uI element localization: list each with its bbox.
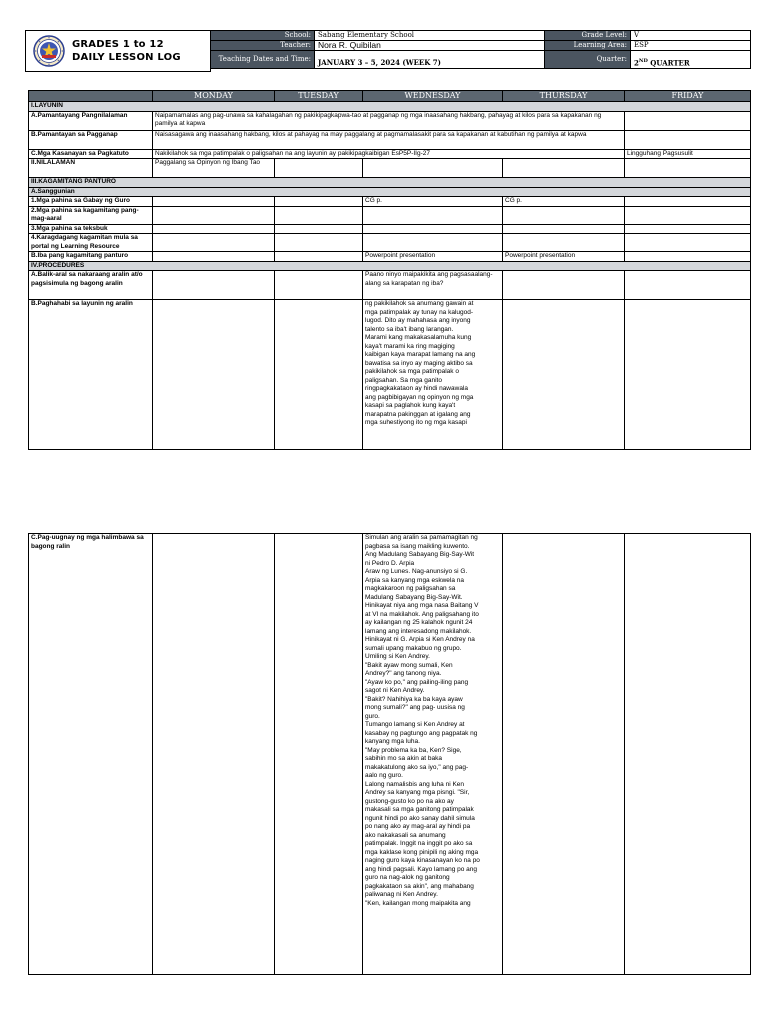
cell-gabay-thursday: CG p. <box>503 197 625 207</box>
row-pamantayan-sa-pagganap <box>29 130 751 149</box>
section-procedures-row <box>29 261 751 271</box>
teacher-value: Nora R. Quibilan <box>315 41 545 51</box>
cell-iba-pang-thursday: Powerpoint presentation <box>503 252 625 262</box>
row-kasanayan <box>29 149 751 159</box>
cell-empty <box>503 234 625 252</box>
corner-header <box>29 91 153 102</box>
cell-kasanayan: Nakikilahok sa mga patimpalak o paligsahan na ang layunin ay pakikipagkaibigan EsP5P-IIg-27 <box>153 149 625 159</box>
cell-nilalaman-monday: Paggalang sa Opinyon ng Ibang Tao <box>153 159 275 178</box>
cell-empty <box>275 234 363 252</box>
day-header-row <box>29 91 751 102</box>
label-kasanayan: C.Mga Kasanayan sa Pagkatuto <box>29 149 153 159</box>
cell-empty <box>503 224 625 234</box>
label-nilalaman: II.NILALAMAN <box>29 159 153 178</box>
cell-empty <box>625 234 751 252</box>
lesson-log-table-continued <box>28 533 751 975</box>
label-teksbuk: 3.Mga pahina sa teksbuk <box>29 224 153 234</box>
label-pag-uugnay: C.Pag-uugnay ng mga halimbawa sa bagong ralin <box>29 534 153 975</box>
cell-friday-empty <box>625 111 751 130</box>
school-value: Sabang Elementary School <box>315 31 545 41</box>
grade-level-value: V <box>631 31 751 41</box>
cell-empty <box>625 224 751 234</box>
learning-area-value: ESP <box>631 41 751 51</box>
section-kagamitang-row <box>29 178 751 188</box>
lesson-log-table <box>28 90 751 450</box>
section-layunin: I.LAYUNIN <box>29 102 751 112</box>
row-kagamitang-mag-aaral <box>29 206 751 224</box>
cell-empty <box>363 159 503 178</box>
row-pamantayang-pangnilalaman <box>29 111 751 130</box>
cell-empty <box>153 534 275 975</box>
cell-empty <box>153 197 275 207</box>
cell-empty <box>153 300 275 450</box>
cell-empty <box>503 300 625 450</box>
cell-iba-pang-wednesday: Powerpoint presentation <box>363 252 503 262</box>
row-gabay <box>29 197 751 207</box>
section-layunin-row <box>29 102 751 112</box>
cell-empty <box>275 197 363 207</box>
cell-empty <box>625 300 751 450</box>
cell-empty <box>275 534 363 975</box>
cell-empty <box>275 300 363 450</box>
title-line-2: DAILY LESSON LOG <box>72 52 181 63</box>
section-procedures: IV.PROCEDURES <box>29 261 751 271</box>
row-sanggunian <box>29 187 751 197</box>
row-balik-aral <box>29 271 751 300</box>
row-nilalaman <box>29 159 751 178</box>
cell-empty <box>503 271 625 300</box>
cell-empty <box>275 159 363 178</box>
header-friday: FRIDAY <box>625 91 751 102</box>
label-kagamitang-mag-aaral: 2.Mga pahina sa kagamitang pang-mag-aaral <box>29 206 153 224</box>
header-thursday: THURSDAY <box>503 91 625 102</box>
header-tuesday: TUESDAY <box>275 91 363 102</box>
cell-empty <box>153 252 275 262</box>
cell-pag-uugnay-wednesday: Simulan ang aralin sa pamamagitan ng pagbasa sa isang maikling kuwento. Ang Madulang Sabayang Big-Say-Wit ni Pedro D. Arpia Araw ng Lunes. Nag-anunsiyo si G. Arpia sa kanyang mga eskwela na magkakaroon ng paligsahan sa Madulang Sabayang Big-Say-Wit. Hinikayat niya ang mga nasa Baitang V at VI na makilahok. Ang paligsahang ito ay kailangan ng 25 kalahok ngunit 24 lamang ang interesadong makilahok. Hinikayat ni G. Arpia si Ken Andrey na sumali upang makabuo ng grupo. Umiling si Ken Andrey. "Bakit ayaw mong sumali, Ken Andrey?" ang tanong niya. "Ayaw ko po," ang pailing-iling pang sagot ni Ken Andrey. "Bakit? Nahihiya ka ba kaya ayaw mong sumali?" ang pag- uusisa ng guro. Tumango lamang si Ken Andrey at kasabay ng pagtungo ang pagpatak ng kanyang mga luha. "May problema ka ba, Ken? Sige, sabihin mo sa akin at baka makakatulong ako sa iyo," ang pag- aalo ng guro. Lalong namalisbis ang luha ni Ken Andrey sa kanyang mga pisngi. "Sir, gustong-gusto ko po na ako ay makasali sa mga ganitong patimpalak ngunit hindi po ako sanay dahil simula po nang ako ay mag-aral ay hindi pa ako nakakasali sa anumang patimpalak. Inggit na inggit po ako sa mga kaklase kong pinipili ng aking mga naging guro kaya kinasanayan ko na po ang hindi pagsali. Kayo lamang po ang guro na nag-alok ng ganitong pagkakataon sa akin", ang mahabang paliwanag ni Ken Andrey. "Ken, kailangan mong maipakita ang <box>363 534 503 975</box>
school-label: School: <box>211 31 315 41</box>
cell-empty <box>625 252 751 262</box>
header-logo-box <box>25 30 211 72</box>
cell-empty <box>275 271 363 300</box>
grade-level-label: Grade Level: <box>545 31 631 41</box>
quarter-value: 2ND QUARTER <box>631 51 751 69</box>
title-block <box>72 38 181 64</box>
cell-empty <box>363 234 503 252</box>
deped-seal-icon <box>33 35 65 67</box>
row-teksbuk <box>29 224 751 234</box>
label-paghahabi: B.Paghahabi sa layunin ng aralin <box>29 300 153 450</box>
row-pag-uugnay <box>29 534 751 975</box>
cell-empty <box>275 252 363 262</box>
teacher-label: Teacher: <box>211 41 315 51</box>
label-balik-aral: A.Balik-aral sa nakaraang aralin at/o pagsisimula ng bagong aralin <box>29 271 153 300</box>
section-kagamitang-panturo: III.KAGAMITANG PANTURO <box>29 178 751 188</box>
cell-paghahabi-wednesday: ng pakikilahok sa anumang gawain at mga patimpalak ay tunay na kalugod- lugod. Dito ay mahahasa ang inyong talento sa iba't ibang larangan. Marami kang makakasalamuha kung kaya't marami ka ring magiging kaibigan kaya marapat lamang na ang bawatisa sa inyo ay maging aktibo sa pakikilahok sa mga patimpalak o paligsahan. Sa mga ganito ringpagkakataon ay hindi nawawala ang pagbibigayan ng opinyon ng mga kasapi sa paglahok kung kaya't marapatna pakinggan at igalang ang mga suhestiyong ito ng mga kasapi <box>363 300 503 450</box>
label-karagdagang: 4.Karagdagang kagamitan mula sa portal ng Learning Resource <box>29 234 153 252</box>
cell-empty <box>503 206 625 224</box>
header-info-table <box>210 30 751 69</box>
cell-gabay-wednesday: CG p. <box>363 197 503 207</box>
cell-empty <box>503 534 625 975</box>
label-gabay-ng-guro: 1.Mga pahina sa Gabay ng Guro <box>29 197 153 207</box>
label-pamantayan-sa-pagganap: B.Pamantayan sa Pagganap <box>29 130 153 149</box>
title-line-1: GRADES 1 to 12 <box>72 39 164 50</box>
cell-empty <box>153 271 275 300</box>
cell-balik-aral-wednesday: Paano ninyo maipakikita ang pagsasaalang-alang sa karapatan ng iba? <box>363 271 503 300</box>
cell-empty <box>153 206 275 224</box>
label-iba-pang: B.Iba pang kagamitang panturo <box>29 252 153 262</box>
cell-empty <box>275 224 363 234</box>
row-karagdagang <box>29 234 751 252</box>
row-iba-pang <box>29 252 751 262</box>
cell-pamantayan-sa-pagganap: Naisasagawa ang inaasahang hakbang, kilos at pahayag na may paggalang at pagmamalasakit para sa kapakanan at kabutihan ng pamilya at kapwa <box>153 130 625 149</box>
cell-empty <box>363 206 503 224</box>
header-wednesday: WEDNESDAY <box>363 91 503 102</box>
quarter-label: Quarter: <box>545 51 631 69</box>
cell-empty <box>503 159 625 178</box>
cell-friday-empty <box>625 130 751 149</box>
cell-empty <box>625 159 751 178</box>
cell-empty <box>275 206 363 224</box>
teaching-dates-value: JANUARY 3 – 5, 2024 (WEEK 7) <box>315 51 545 69</box>
cell-empty <box>153 234 275 252</box>
row-paghahabi <box>29 300 751 450</box>
cell-empty <box>625 197 751 207</box>
cell-empty <box>153 224 275 234</box>
learning-area-label: Learning Area: <box>545 41 631 51</box>
teaching-dates-label: Teaching Dates and Time: <box>211 51 315 69</box>
cell-kasanayan-friday: Lingguhang Pagsusulit <box>625 149 751 159</box>
label-pamantayang-pangnilalaman: A.Pamantayang Pangnilalaman <box>29 111 153 130</box>
header-monday: MONDAY <box>153 91 275 102</box>
cell-empty <box>625 271 751 300</box>
cell-empty <box>625 534 751 975</box>
cell-empty <box>625 206 751 224</box>
cell-pamantayang-pangnilalaman: Naipamamalas ang pag-unawa sa kahalagahan ng pakikipagkapwa-tao at pagganap ng mga inaasahang hakbang, pahayag at kilos para sa kapakanan ng pamilya at kapwa <box>153 111 625 130</box>
section-sanggunian: A.Sanggunian <box>29 187 751 197</box>
cell-empty <box>363 224 503 234</box>
